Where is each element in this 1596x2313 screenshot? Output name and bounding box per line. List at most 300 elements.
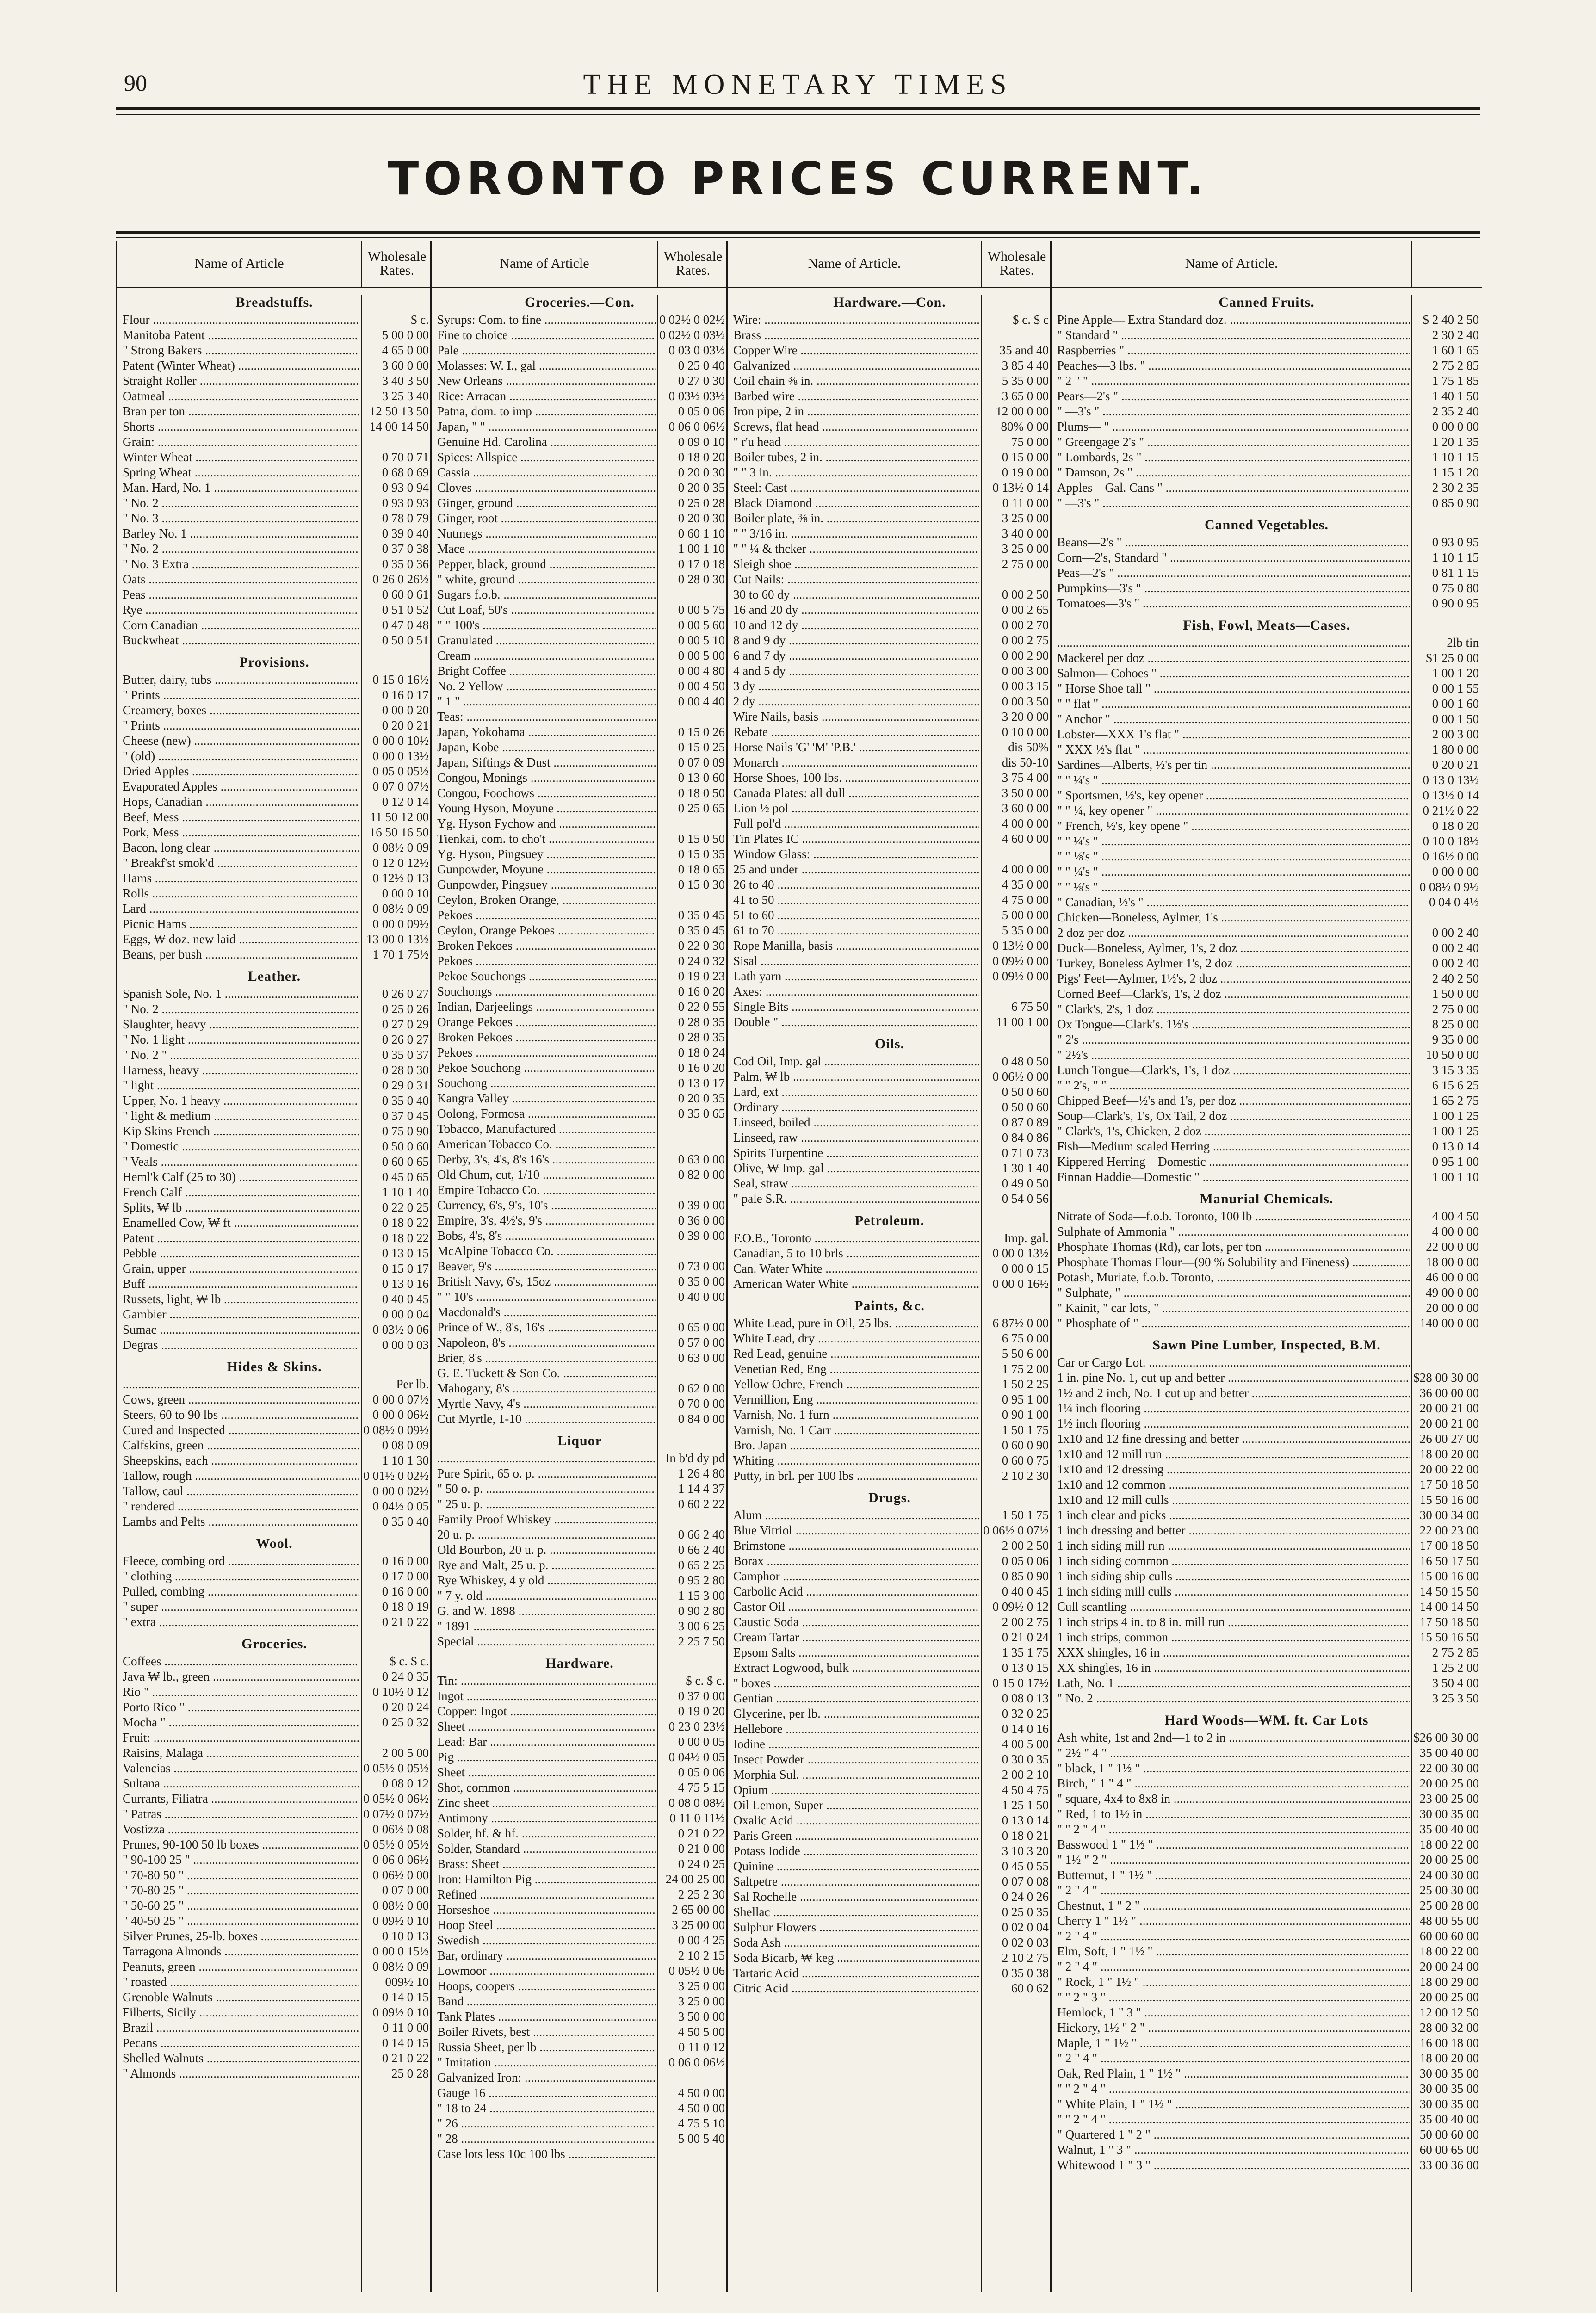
price-row: [117, 1032, 432, 1047]
wholesale-rate: [359, 1730, 432, 1745]
wholesale-rate: 33 00 36 00: [1419, 2158, 1479, 2172]
wholesale-rate: 0 06½ 0 07½: [983, 1523, 1049, 1537]
price-row: [432, 1182, 728, 1198]
price-row: [117, 871, 432, 886]
price-row: [117, 1047, 432, 1063]
wholesale-rate: 1 30 1 40: [1002, 1161, 1049, 1175]
wholesale-rate: 60 00 65 00: [1419, 2143, 1479, 2157]
price-row: [117, 1185, 432, 1200]
wholesale-rate: 0 12 0 14: [382, 795, 429, 809]
price-row: [117, 1124, 432, 1139]
price-row: [432, 1634, 728, 1649]
price-row: [432, 1994, 728, 2009]
article-name: Olive, ₩ Imp. gal .....: [728, 1161, 979, 1176]
price-row: [1052, 681, 1482, 696]
article-name: G. and W. 1898 .....: [432, 1603, 656, 1619]
wholesale-rate: 14 00 14 50: [369, 420, 429, 433]
article-name: " No. 2 .....: [117, 495, 359, 511]
wholesale-rate: 0 95 2 80: [678, 1573, 725, 1587]
price-row: [117, 748, 432, 764]
article-name: Japan, Kobe .....: [432, 740, 656, 755]
wholesale-rate: 0 28 0 30: [678, 572, 725, 586]
article-name: Ginger, ground .....: [432, 495, 656, 511]
article-name: Potash, Muriate, f.o.b. Toronto, .....: [1052, 1270, 1410, 1285]
price-row: [432, 1060, 728, 1076]
article-name: " 7 y. old .....: [432, 1588, 656, 1603]
article-name: Cut Nails: .....: [728, 572, 979, 587]
article-name: Dried Apples .....: [117, 764, 359, 779]
wholesale-rate: 16 50 16 50: [369, 825, 429, 839]
price-row: [728, 1054, 1052, 1069]
price-row: [1052, 1477, 1482, 1492]
wholesale-rate: 15 50 16 00: [1419, 1493, 1479, 1507]
wholesale-rate: 3 25 0 00: [1002, 542, 1049, 556]
article-name: 1 inch siding mill culls .....: [1052, 1584, 1410, 1599]
price-row: [432, 587, 728, 602]
article-name: Single Bits .....: [728, 999, 979, 1014]
article-name: Oxalic Acid .....: [728, 1813, 979, 1828]
wholesale-rate: 35 and 40: [999, 343, 1049, 357]
price-row: [432, 1527, 728, 1542]
article-name: 41 to 50 .....: [728, 892, 979, 908]
article-name: 10 and 12 dy .....: [728, 618, 979, 633]
price-row: [432, 1137, 728, 1152]
wholesale-rate: 0 04 0 4½: [1429, 895, 1479, 909]
price-row: [728, 1115, 1052, 1130]
price-row: [1052, 1224, 1482, 1239]
article-name: 30 to 60 dy .....: [728, 587, 979, 602]
price-row: [432, 1451, 728, 1466]
wholesale-rate: 0 08½ 0 09: [372, 841, 429, 854]
section-heading: Fish, Fowl, Meats—Cases.: [1183, 618, 1350, 633]
wholesale-rate: 36 00 00 00: [1419, 1386, 1479, 1400]
article-name: " (old) .....: [117, 748, 359, 764]
article-name: Hoop Steel .....: [432, 1917, 656, 1933]
article-name: " White Plain, 1 " 1½ " .....: [1052, 2097, 1410, 2112]
article-name: Whiting .....: [728, 1453, 979, 1468]
wholesale-rate: 0 00 0 20: [382, 703, 429, 717]
article-name: Old Bourbon, 20 u. p. .....: [432, 1542, 656, 1558]
wholesale-rate: 0 13 0 15: [382, 1246, 429, 1260]
article-name: " square, 4x4 to 8x8 in .....: [1052, 1791, 1410, 1806]
wholesale-rate: 0 28 0 30: [382, 1063, 429, 1077]
wholesale-rate: 0 13 0 17: [678, 1076, 725, 1090]
article-name: Beaver, 9's .....: [432, 1259, 656, 1274]
article-name: Enamelled Cow, ₩ ft .....: [117, 1215, 359, 1231]
price-row: [117, 718, 432, 733]
wholesale-rate: 2 00 3 00: [1432, 727, 1479, 741]
article-name: Napoleon, 8's .....: [432, 1335, 656, 1350]
article-name: Sal Rochelle .....: [728, 1889, 979, 1905]
article-name: F.O.B., Toronto .....: [728, 1231, 979, 1246]
article-name: Sulphate of Ammonia " .....: [1052, 1224, 1410, 1239]
article-name: Kip Skins French .....: [117, 1124, 359, 1139]
article-name: " Domestic .....: [117, 1139, 359, 1154]
wholesale-rate: 0 16 0 20: [678, 1061, 725, 1075]
article-name: Beans—2's " .....: [1052, 535, 1410, 550]
article-name: Phosphate Thomas Flour—(90 % Solubility and Fineness) .....: [1052, 1255, 1410, 1270]
article-name: Pepper, black, ground .....: [432, 557, 656, 572]
wholesale-rate: 0 13 0 14: [1432, 1139, 1479, 1153]
price-row: [117, 1154, 432, 1169]
price-row: [728, 358, 1052, 373]
wholesale-rate: 0 00 0 05: [678, 1735, 725, 1749]
price-row: [117, 901, 432, 916]
wholesale-rate: 0 00 2 65: [1002, 603, 1049, 617]
price-row: [432, 1381, 728, 1396]
wholesale-rate: 0 15 0 30: [678, 878, 725, 891]
article-name: Shot, common .....: [432, 1780, 656, 1795]
article-name: Ordinary .....: [728, 1100, 979, 1115]
wholesale-rate: 0 21½ 0 22: [1423, 804, 1479, 817]
article-name: Bright Coffee .....: [432, 663, 656, 679]
price-row: [117, 1322, 432, 1337]
wholesale-rate: 0 29 0 31: [382, 1078, 429, 1092]
wholesale-rate: 6 15 6 25: [1432, 1078, 1479, 1092]
article-name: Tin Plates IC .....: [728, 831, 979, 847]
wholesale-rate: 0 36 0 00: [678, 1213, 725, 1227]
price-row: [1052, 1614, 1482, 1630]
article-name: Cows, green .....: [117, 1392, 359, 1407]
price-row: [728, 1331, 1052, 1346]
section-heading: Breadstuffs.: [235, 295, 313, 310]
article-name: Currency, 6's, 9's, 10's .....: [432, 1198, 656, 1213]
price-row: [432, 2040, 728, 2055]
wholesale-rate: 1 40 1 50: [1432, 389, 1479, 403]
wholesale-rate: 2 40 2 50: [1432, 971, 1479, 985]
price-row: [117, 1261, 432, 1276]
wholesale-rate: 2 65 00 00: [672, 1903, 725, 1917]
wholesale-rate: 4 50 0 00: [678, 2086, 725, 2100]
section-heading: Drugs.: [868, 1490, 911, 1505]
article-name: Varnish, No. 1 Carr .....: [728, 1422, 979, 1438]
price-row: [728, 495, 1052, 511]
article-name: Basswood 1 " 1½ " .....: [1052, 1837, 1410, 1852]
article-name: " black, 1 " 1½ " .....: [1052, 1761, 1410, 1776]
price-row: [117, 1231, 432, 1246]
article-name: Souchongs .....: [432, 984, 656, 999]
article-name: 6 and 7 dy .....: [728, 648, 979, 663]
price-row: [117, 1669, 432, 1684]
article-name: Iron: Hamilton Pig .....: [432, 1872, 656, 1887]
wholesale-rate: 0 00 2 90: [1002, 649, 1049, 662]
article-name: Lath, No. 1 .....: [1052, 1676, 1410, 1691]
wholesale-rate: 0 00 0 16½: [992, 1277, 1049, 1291]
wholesale-rate: 0 25 0 32: [382, 1715, 429, 1729]
wholesale-rate: 20 00 25 00: [1419, 1990, 1479, 2004]
wholesale-rate: 0 00 4 25: [678, 1933, 725, 1947]
wholesale-rate: 2 25 7 50: [678, 1634, 725, 1648]
article-name: Pigs' Feet—Aylmer, 1½'s, 2 doz .....: [1052, 971, 1410, 986]
wholesale-rate: 0 66 2 40: [678, 1528, 725, 1541]
price-row: [1052, 925, 1482, 940]
article-name: Myrtle Navy, 4's .....: [432, 1396, 656, 1411]
article-name: " 2's .....: [1052, 1032, 1410, 1047]
wholesale-rate: 0 06½ 0 08: [372, 1822, 429, 1836]
article-name: Pekoe Souchongs .....: [432, 969, 656, 984]
wholesale-rate: 3 20 0 00: [1002, 710, 1049, 724]
price-row: [728, 328, 1052, 343]
wholesale-rate: 0 05 0 06: [1002, 1554, 1049, 1568]
column-header: [432, 241, 728, 288]
price-row: [1052, 1660, 1482, 1676]
wholesale-rate: 48 00 55 00: [1419, 1914, 1479, 1928]
wholesale-rate: 0 00 1 60: [1432, 697, 1479, 711]
article-name: Ox Tongue—Clark's. 1½'s .....: [1052, 1017, 1410, 1032]
wholesale-rate: 0 27 0 30: [678, 374, 725, 388]
wholesale-rate: 0 24 0 32: [678, 954, 725, 968]
article-name: " Prints .....: [117, 687, 359, 703]
wholesale-rate: 0 93 0 93: [382, 496, 429, 510]
price-row: [117, 2005, 432, 2020]
price-row: [117, 2066, 432, 2081]
wholesale-rate: 2 00 2 75: [1002, 1615, 1049, 1629]
wholesale-rate: 14 50 15 50: [1419, 1584, 1479, 1598]
price-row: [728, 1691, 1052, 1706]
article-name: Vostizza .....: [117, 1822, 359, 1837]
article-name: New Orleans .....: [432, 373, 656, 389]
wholesale-rate: 0 35 0 45: [678, 908, 725, 922]
wholesale-rate: 0 50 0 60: [382, 1139, 429, 1153]
price-row: [432, 724, 728, 740]
top-rule-thin: [116, 114, 1480, 115]
price-row: [1052, 1883, 1482, 1898]
price-row: [728, 1599, 1052, 1614]
price-row: [117, 1959, 432, 1974]
article-name: Iron pipe, 2 in .....: [728, 404, 979, 419]
article-name: Straight Roller .....: [117, 373, 359, 389]
wholesale-rate: 0 11 0 00: [1002, 496, 1049, 510]
price-row: [432, 969, 728, 984]
article-name: " " 2's, " " .....: [1052, 1078, 1410, 1093]
article-name: " Breakf'st smok'd .....: [117, 855, 359, 871]
article-name: Butter, dairy, tubs .....: [117, 672, 359, 687]
wholesale-rate: 3 65 0 00: [1002, 389, 1049, 403]
wholesale-rate: 8 25 0 00: [1432, 1017, 1479, 1031]
wholesale-rate: 0 35 0 37: [382, 1048, 429, 1062]
article-name: Spanish Sole, No. 1 .....: [117, 986, 359, 1002]
wholesale-rate: 3 15 3 35: [1432, 1063, 1479, 1077]
price-row: [432, 1603, 728, 1619]
article-name: " Sulphate, " .....: [1052, 1285, 1410, 1300]
price-row: [117, 1806, 432, 1822]
price-row: [432, 770, 728, 785]
article-name: Sleigh shoe .....: [728, 557, 979, 572]
wholesale-rate: 1 80 0 00: [1432, 742, 1479, 756]
wholesale-rate: 4 60 0 00: [1002, 832, 1049, 846]
price-row: [1052, 1462, 1482, 1477]
price-row: [432, 1045, 728, 1060]
price-row: [117, 434, 432, 450]
wholesale-rate: 0 17 0 18: [678, 557, 725, 571]
price-row: [1052, 1630, 1482, 1645]
price-row: [1052, 650, 1482, 666]
wholesale-rate: 75 0 00: [1011, 435, 1049, 449]
wholesale-rate: 0 16½ 0 00: [1423, 849, 1479, 863]
wholesale-rate: 0 00 0 10: [382, 886, 429, 900]
price-row: [432, 1765, 728, 1780]
price-row: [117, 916, 432, 932]
wholesale-rate: 0 68 0 69: [382, 465, 429, 479]
price-row: [728, 618, 1052, 633]
article-name: Tank Plates .....: [432, 2009, 656, 2024]
header-rates: [1411, 241, 1482, 287]
wholesale-rate: In b'd dy pd: [665, 1451, 725, 1465]
article-name: Caustic Soda .....: [728, 1614, 979, 1630]
wholesale-rate: 46 00 0 00: [1426, 1270, 1479, 1284]
wholesale-rate: 25 00 28 00: [1419, 1899, 1479, 1912]
wholesale-rate: 0 14 0 15: [382, 2036, 429, 2050]
article-name: Broken Pekoes .....: [432, 938, 656, 953]
wholesale-rate: 0 15 0 16½: [372, 673, 429, 686]
article-name: " light .....: [117, 1078, 359, 1093]
article-name: Yg. Hyson Fychow and .....: [432, 816, 656, 831]
article-name: " 90-100 25 " .....: [117, 1852, 359, 1868]
price-row: [1052, 1837, 1482, 1852]
wholesale-rate: 0 75 0 80: [1432, 581, 1479, 595]
article-name: " rendered .....: [117, 1499, 359, 1514]
article-name: American Water White .....: [728, 1276, 979, 1292]
price-row: [117, 1169, 432, 1185]
article-name: Putty, in brl. per 100 lbs .....: [728, 1468, 979, 1484]
price-row: [432, 1963, 728, 1979]
wholesale-rate: dis 50-10: [1002, 755, 1049, 769]
wholesale-rate: 2 00 2 50: [1002, 1539, 1049, 1552]
article-name: Chicken—Boneless, Aylmer, 1's .....: [1052, 910, 1410, 925]
price-row: [728, 1553, 1052, 1569]
wholesale-rate: 18 00 20 00: [1419, 2051, 1479, 2065]
price-row: [1052, 2112, 1482, 2127]
price-row: [728, 892, 1052, 908]
wholesale-rate: 0 19 0 20: [678, 1704, 725, 1718]
article-name: " 2 " 4 " .....: [1052, 2051, 1410, 2066]
price-row: [432, 495, 728, 511]
price-row: [432, 1121, 728, 1137]
price-row: [117, 1700, 432, 1715]
wholesale-rate: 0 73 0 00: [678, 1259, 725, 1273]
article-name: Camphor .....: [728, 1569, 979, 1584]
article-name: Pears—2's " .....: [1052, 389, 1410, 404]
price-row: [1052, 358, 1482, 373]
article-name: Finnan Haddie—Domestic " .....: [1052, 1169, 1410, 1185]
price-row: [432, 404, 728, 419]
header-article: Name of Article.: [808, 256, 901, 271]
section-heading: Hides & Skins.: [227, 1359, 322, 1374]
price-row: [1052, 757, 1482, 773]
wholesale-rate: 0 12½ 0 13: [372, 871, 429, 885]
article-name: Barley No. 1 .....: [117, 526, 359, 541]
wholesale-rate: 0 17 0 00: [382, 1569, 429, 1583]
price-row: [117, 572, 432, 587]
price-row: [1052, 1730, 1482, 1745]
price-row: [117, 1599, 432, 1614]
wholesale-rate: 30 00 34 00: [1419, 1508, 1479, 1522]
column-body: [1052, 295, 1482, 2173]
article-name: Lowmoor .....: [432, 1963, 656, 1979]
wholesale-rate: 0 70 0 71: [382, 450, 429, 464]
price-row: [432, 1228, 728, 1243]
price-row: [728, 557, 1052, 572]
wholesale-rate: 18 00 29 00: [1419, 1975, 1479, 1989]
price-row: [1052, 328, 1482, 343]
wholesale-rate: 0 10 0 00: [1002, 725, 1049, 739]
article-name: Venetian Red, Eng .....: [728, 1361, 979, 1377]
price-row: [117, 1484, 432, 1499]
article-name: " Imitation .....: [432, 2055, 656, 2070]
price-row: [1052, 1791, 1482, 1806]
price-row: [1052, 1508, 1482, 1523]
wholesale-rate: 1 00 1 25: [1432, 1109, 1479, 1123]
price-row: [117, 1837, 432, 1852]
column-4: [1050, 241, 1482, 2292]
price-row: [432, 801, 728, 816]
article-name: " Kainit, " car lots, " .....: [1052, 1300, 1410, 1316]
price-row: [728, 953, 1052, 969]
wholesale-rate: 0 35 0 40: [382, 1515, 429, 1528]
price-row: [117, 1974, 432, 1990]
price-row: [728, 663, 1052, 679]
article-name: Chipped Beef—½'s and 1's, per doz .....: [1052, 1093, 1410, 1108]
price-row: [117, 1108, 432, 1124]
wholesale-rate: 20 00 25 00: [1419, 1853, 1479, 1867]
article-name: " 70-80 25 " .....: [117, 1883, 359, 1898]
column-header: [728, 241, 1052, 288]
wholesale-rate: 0 60 0 65: [382, 1155, 429, 1169]
price-row: [432, 1902, 728, 1917]
price-row: [1052, 1154, 1482, 1169]
article-name: 1½ inch flooring .....: [1052, 1416, 1410, 1431]
price-row: [117, 2051, 432, 2066]
article-name: Young Hyson, Moyune .....: [432, 801, 656, 816]
title-rule: [116, 231, 1480, 234]
wholesale-rate: 0 78 0 79: [382, 511, 429, 525]
price-row: [728, 984, 1052, 999]
wholesale-rate: 0 18 0 20: [678, 450, 725, 464]
wholesale-rate: 0 06½ 0 00: [372, 1868, 429, 1882]
price-row: [117, 618, 432, 633]
price-row: [432, 465, 728, 480]
price-row: [117, 1093, 432, 1108]
article-name: " Patras .....: [117, 1806, 359, 1822]
price-row: [432, 1243, 728, 1259]
article-name: Rye .....: [117, 602, 359, 618]
article-name: Oolong, Formosa .....: [432, 1106, 656, 1121]
price-row: [432, 1734, 728, 1750]
price-row: [1052, 1139, 1482, 1154]
article-name: " —3's " .....: [1052, 495, 1410, 511]
article-name: Oil Lemon, Super .....: [728, 1798, 979, 1813]
article-name: Prince of W., 8's, 16's .....: [432, 1320, 656, 1335]
price-row: [432, 1917, 728, 1933]
wholesale-rate: 0 50 0 60: [1002, 1100, 1049, 1114]
wholesale-rate: 1 35 1 75: [1002, 1645, 1049, 1659]
article-name: Oatmeal .....: [117, 389, 359, 404]
wholesale-rate: $28 00 30 00: [1413, 1371, 1479, 1385]
wholesale-rate: 0 84 0 86: [1002, 1131, 1049, 1144]
price-row: [728, 923, 1052, 938]
wholesale-rate: 0 85 0 90: [1432, 496, 1479, 510]
price-row: [432, 419, 728, 434]
wholesale-rate: 0 87 0 89: [1002, 1115, 1049, 1129]
article-name: 8 and 9 dy .....: [728, 633, 979, 648]
article-name: Lath yarn .....: [728, 969, 979, 984]
price-row: [728, 1176, 1052, 1191]
wholesale-rate: 24 00 30 00: [1419, 1868, 1479, 1882]
article-name: Sugars f.o.b. .....: [432, 587, 656, 602]
article-name: " pale S.R. .....: [728, 1191, 979, 1206]
article-name: " Canadian, ½'s " .....: [1052, 895, 1410, 910]
wholesale-rate: 0 13 0 13½: [1423, 773, 1479, 787]
